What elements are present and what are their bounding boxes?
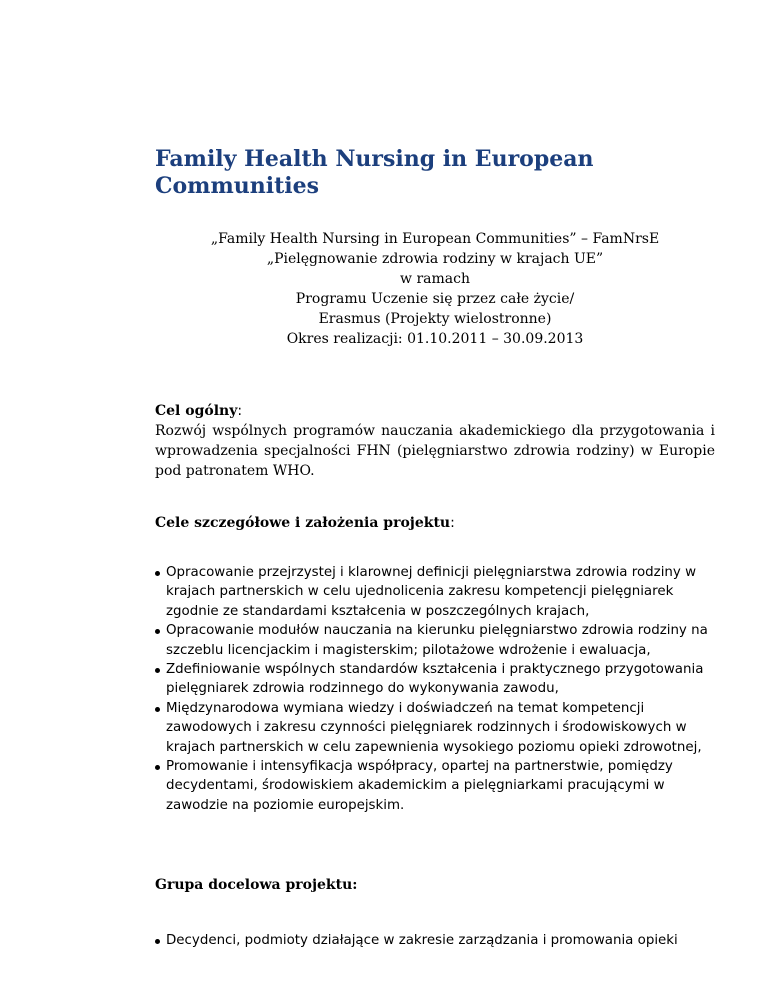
list-item: Opracowanie modułów nauczania na kierunku pielęgniarstwo zdrowia rodziny na szczeblu licencjackim i magisterskim; pilotażowe wdrożenie i ewaluacja, <box>155 621 715 660</box>
list-item: Zdefiniowanie wspólnych standardów kształcenia i praktycznego przygotowania pielęgniarek zdrowia rodzinnego do wykonywania zawodu, <box>155 660 715 699</box>
general-goal-section <box>155 401 715 481</box>
intro-line: Okres realizacji: 01.10.2011 – 30.09.2013 <box>286 331 584 347</box>
intro-line: Erasmus (Projekty wielostronne) <box>318 311 552 327</box>
intro-line: w ramach <box>400 271 470 287</box>
list-item: Promowanie i intensyfikacja współpracy, opartej na partnerstwie, pomiędzy decydentami, środowiskiem akademickim a pielęgniarkami pracującymi w zawodzie na poziomie europejskim. <box>155 757 715 815</box>
list-item: Opracowanie przejrzystej i klarownej definicji pielęgniarstwa zdrowia rodziny w krajach partnerskich w celu ujednolicenia zakresu kompetencji pielęgniarek zgodnie ze standardami kształcenia w poszczególnych krajach, <box>155 563 715 621</box>
intro-line: „Family Health Nursing in European Communities” – FamNrsE <box>210 231 660 247</box>
specific-goals-heading-line: Cele szczegółowe i założenia projektu: <box>155 515 455 531</box>
target-group-heading-line <box>155 875 715 895</box>
specific-goals-list <box>155 563 715 815</box>
target-group-list <box>155 931 715 950</box>
project-intro <box>155 229 715 349</box>
specific-goals-heading: Cele szczegółowe i założenia projektu <box>155 515 451 531</box>
intro-line: Programu Uczenie się przez całe życie/ <box>295 291 575 307</box>
list-item: Międzynarodowa wymiana wiedzy i doświadczeń na temat kompetencji zawodowych i zakresu czynności pielęgniarek rodzinnych i środowiskowych w krajach partnerskich w celu zapewnienia wysokiego poziomu opieki zdrowotnej, <box>155 699 715 757</box>
target-group-heading: Grupa docelowa projektu: <box>155 877 358 893</box>
general-goal-heading-line: Cel ogólny: <box>155 403 243 419</box>
general-goal-text: Rozwój wspólnych programów nauczania akademickiego dla przygotowania i wprowadzenia specjalności FHN (pielęgniarstwo zdrowia rodziny) w Europie pod patronatem WHO. <box>155 423 715 479</box>
list-item: Decydenci, podmioty działające w zakresie zarządzania i promowania opieki <box>155 931 715 950</box>
general-goal-heading: Cel ogólny <box>155 403 238 419</box>
intro-line: „Pielęgnowanie zdrowia rodziny w krajach UE” <box>266 251 604 267</box>
page-title: Family Health Nursing in European Communities <box>155 146 594 199</box>
